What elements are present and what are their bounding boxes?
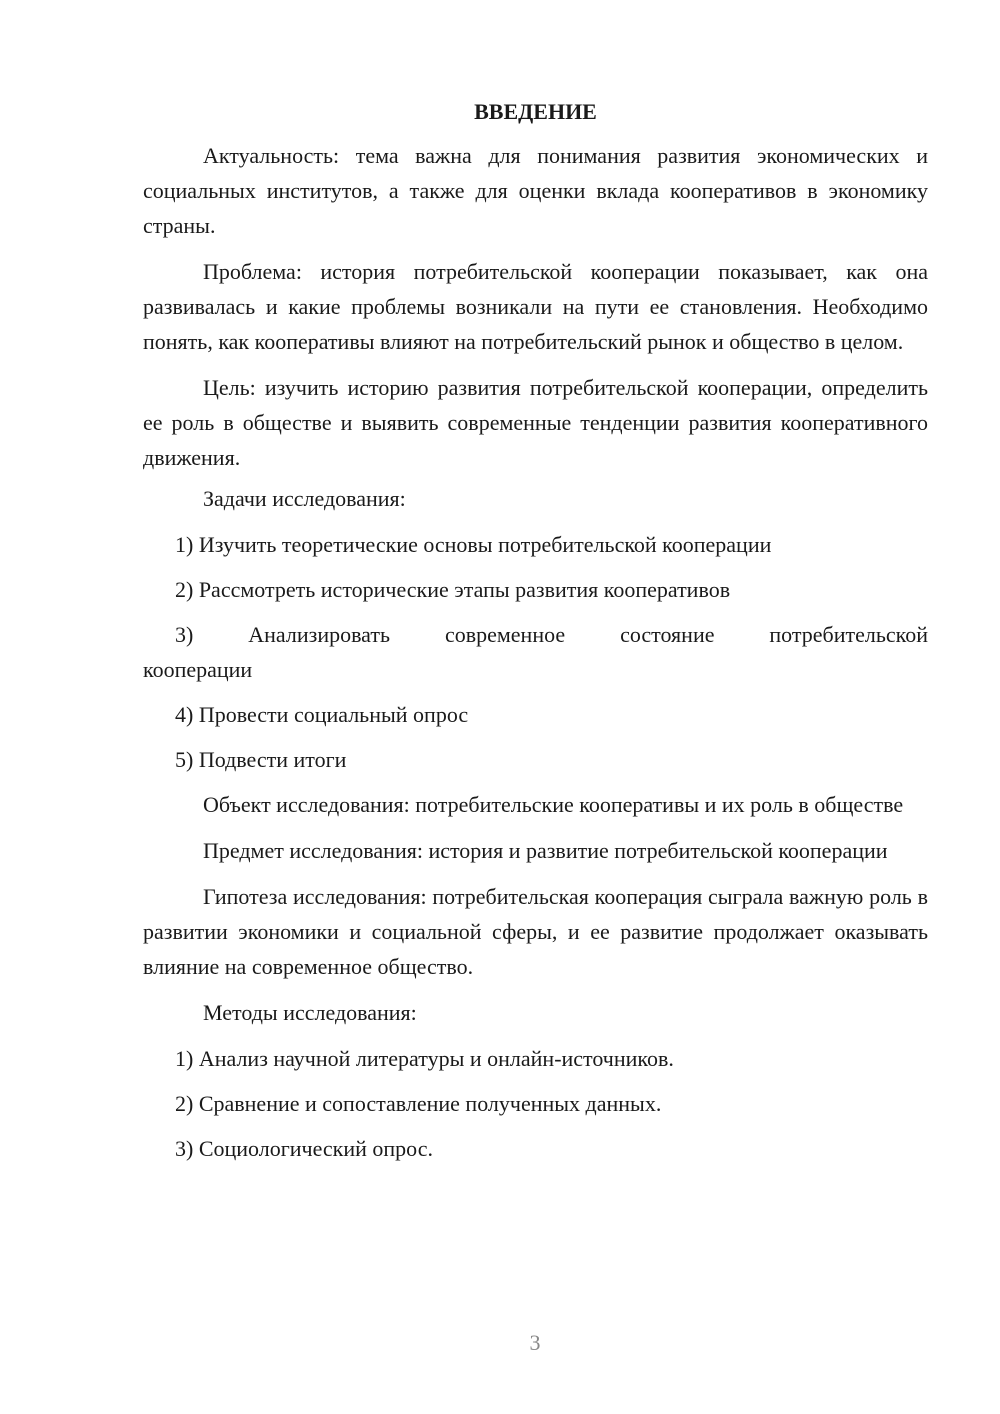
object-paragraph: Объект исследования: потребительские кооперативы и их роль в обществе	[203, 792, 904, 817]
page-title: ВВЕДЕНИЕ	[474, 99, 597, 124]
document-page	[143, 96, 928, 1176]
method-item-2: 2) Сравнение и сопоставление полученных данных.	[175, 1091, 662, 1116]
method-item-3: 3) Социологический опрос.	[175, 1136, 433, 1161]
task-item-2: 2) Рассмотреть исторические этапы развития кооперативов	[175, 577, 731, 602]
relevance-paragraph: Актуальность: тема важна для понимания развития экономических и социальных институтов, а также для оценки вклада кооперативов в экономику страны.	[143, 143, 928, 238]
task-item-3-text: 3) Анализировать современное состояние потребительской	[175, 622, 928, 647]
task-item-1: 1) Изучить теоретические основы потребительской кооперации	[175, 532, 772, 557]
page-number: 3	[529, 1330, 541, 1355]
method-item-1: 1) Анализ научной литературы и онлайн-источников.	[175, 1046, 674, 1071]
task-item-3-continuation: кооперации	[143, 657, 253, 682]
task-item-4: 4) Провести социальный опрос	[175, 702, 469, 727]
goal-paragraph: Цель: изучить историю развития потребительской кооперации, определить ее роль в обществе и выявить современные тенденции развития кооперативного движения.	[143, 375, 928, 470]
subject-paragraph: Предмет исследования: история и развитие потребительской кооперации	[203, 838, 888, 863]
problem-paragraph: Проблема: история потребительской кооперации показывает, как она развивалась и какие проблемы возникали на пути ее становления. Необходимо понять, как кооперативы влияют на потребительский рынок и общество в целом.	[143, 259, 928, 354]
methods-heading: Методы исследования:	[203, 1000, 417, 1025]
hypothesis-paragraph: Гипотеза исследования: потребительская кооперация сыграла важную роль в развитии экономики и социальной сферы, и ее развитие продолжает оказывать влияние на современное общество.	[143, 884, 928, 979]
task-item-3	[143, 617, 928, 687]
tasks-heading: Задачи исследования:	[203, 486, 406, 511]
task-item-5: 5) Подвести итоги	[175, 747, 347, 772]
